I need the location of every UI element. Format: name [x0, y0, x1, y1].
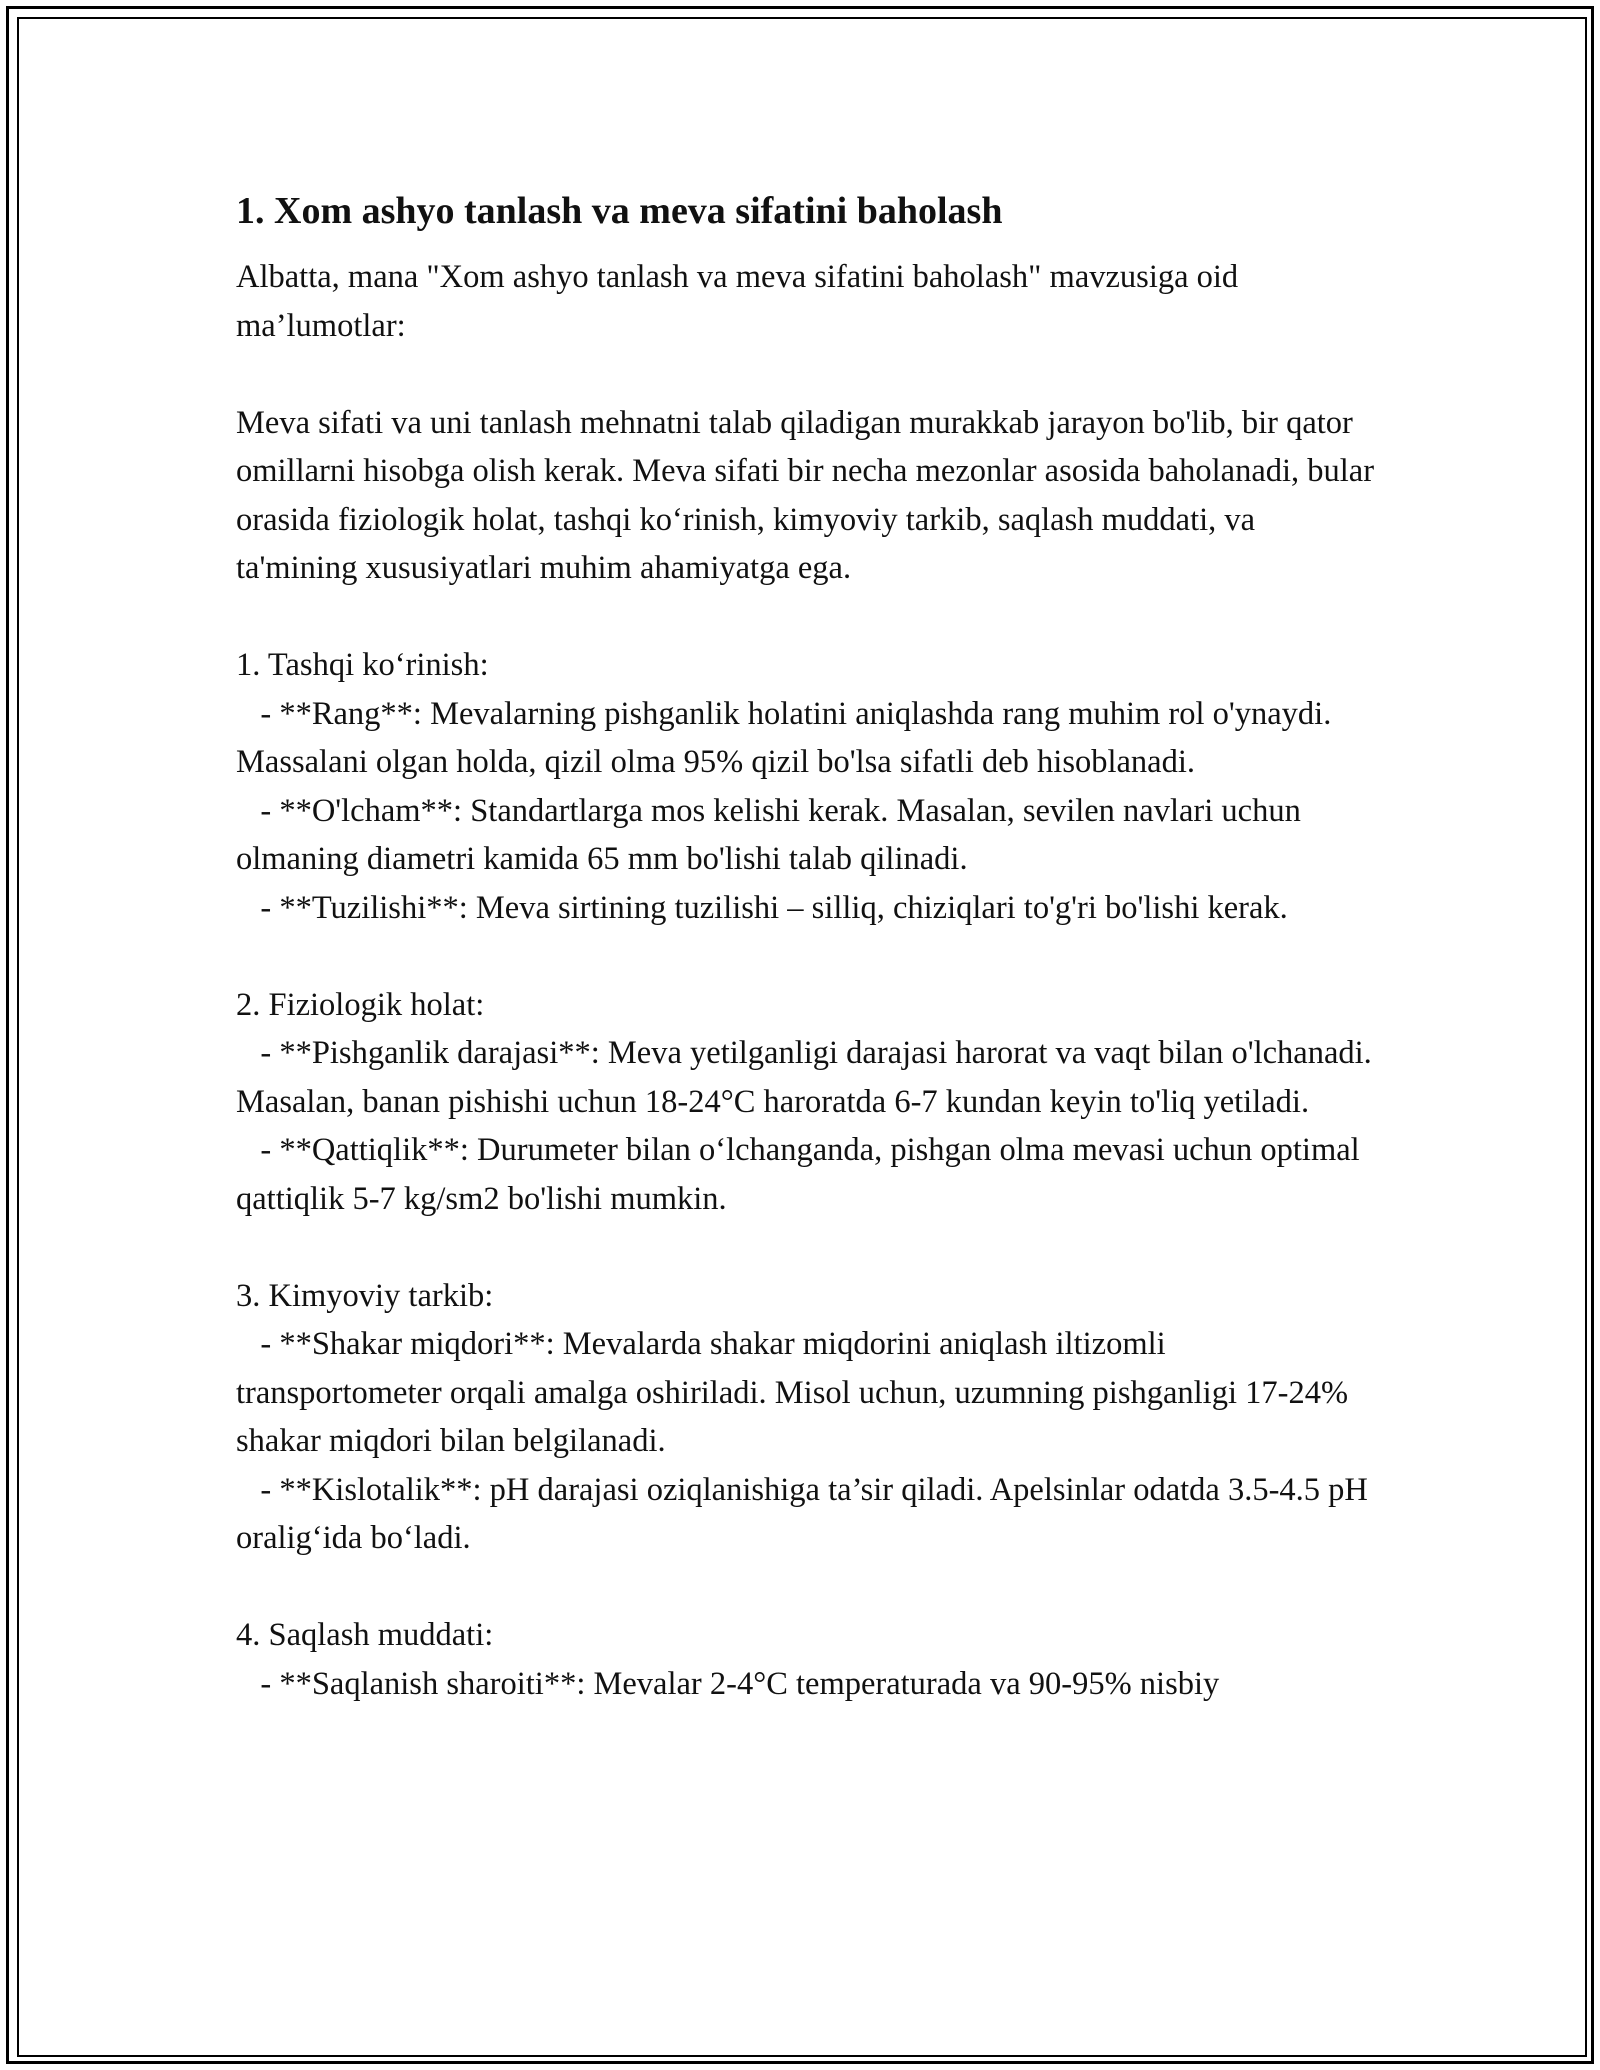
section-heading: 3. Kimyoviy tarkib:	[236, 1277, 494, 1314]
section-heading: 1. Tashqi ko‘rinish:	[236, 647, 489, 683]
list-item: - **Tuzilishi**: Meva sirtining tuzilishi – silliq, chiziqlari to'g'ri bo'lishi kerak.	[236, 889, 1288, 926]
paragraph-gap	[236, 1223, 1376, 1272]
paragraph-gap	[236, 932, 1376, 981]
paragraph-gap	[236, 1563, 1376, 1612]
paragraph-gap	[236, 593, 1376, 642]
list-item: - **Saqlanish sharoiti**: Mevalar 2-4°C temperaturada va 90-95% nisbiy	[236, 1665, 1220, 1702]
list-item: - **Qattiqlik**: Durumeter bilan o‘lchanganda, pishgan olma mevasi uchun optimal qattiqlik 5-7 kg/sm2 bo'lishi mumkin.	[236, 1132, 1368, 1217]
overview-paragraph: Meva sifati va uni tanlash mehnatni talab qiladigan murakkab jarayon bo'lib, bir qator omillarni hisobga olish kerak. Meva sifati bir necha mezonlar asosida baholanadi, bular orasida fiziologik holat, tashqi ko‘rinish, kimyoviy tarkib, saqlash muddati, va ta'mining xususiyatlari muhim ahamiyatga ega.	[236, 404, 1383, 586]
list-item: - **Rang**: Mevalarning pishganlik holatini aniqlashda rang muhim rol o'ynaydi. Massalani olgan holda, qizil olma 95% qizil bo'lsa sifatli deb hisoblanadi.	[236, 695, 1340, 780]
document-title: 1. Xom ashyo tanlash va meva sifatini baholash	[236, 190, 1003, 232]
list-item: - **Shakar miqdori**: Mevalarda shakar miqdorini aniqlash iltizomli transportometer orqali amalga oshiriladi. Misol uchun, uzumning pishganligi 17-24% shakar miqdori bilan belgilanadi.	[236, 1326, 1357, 1459]
paragraph-gap	[236, 350, 1376, 399]
list-item: - **Pishganlik darajasi**: Meva yetilganligi darajasi harorat va vaqt bilan o'lchanadi. Masalan, banan pishishi uchun 18-24°C haroratda 6-7 kundan keyin to'liq yetiladi.	[236, 1035, 1380, 1120]
section-heading: 2. Fiziologik holat:	[236, 986, 485, 1023]
intro-paragraph: Albatta, mana "Xom ashyo tanlash va meva sifatini baholash" mavzusiga oid ma’lumotlar:	[236, 259, 1247, 344]
section-heading: 4. Saqlash muddati:	[236, 1617, 494, 1653]
list-item: - **O'lcham**: Standartlarga mos kelishi kerak. Masalan, sevilen navlari uchun olmaning diametri kamida 65 mm bo'lishi talab qilinadi.	[236, 792, 1309, 877]
list-item: - **Kislotalik**: pH darajasi oziqlanishiga ta’sir qiladi. Apelsinlar odatda 3.5-4.5 pH oralig‘ida bo‘ladi.	[236, 1471, 1376, 1556]
document-body	[236, 185, 1383, 1708]
